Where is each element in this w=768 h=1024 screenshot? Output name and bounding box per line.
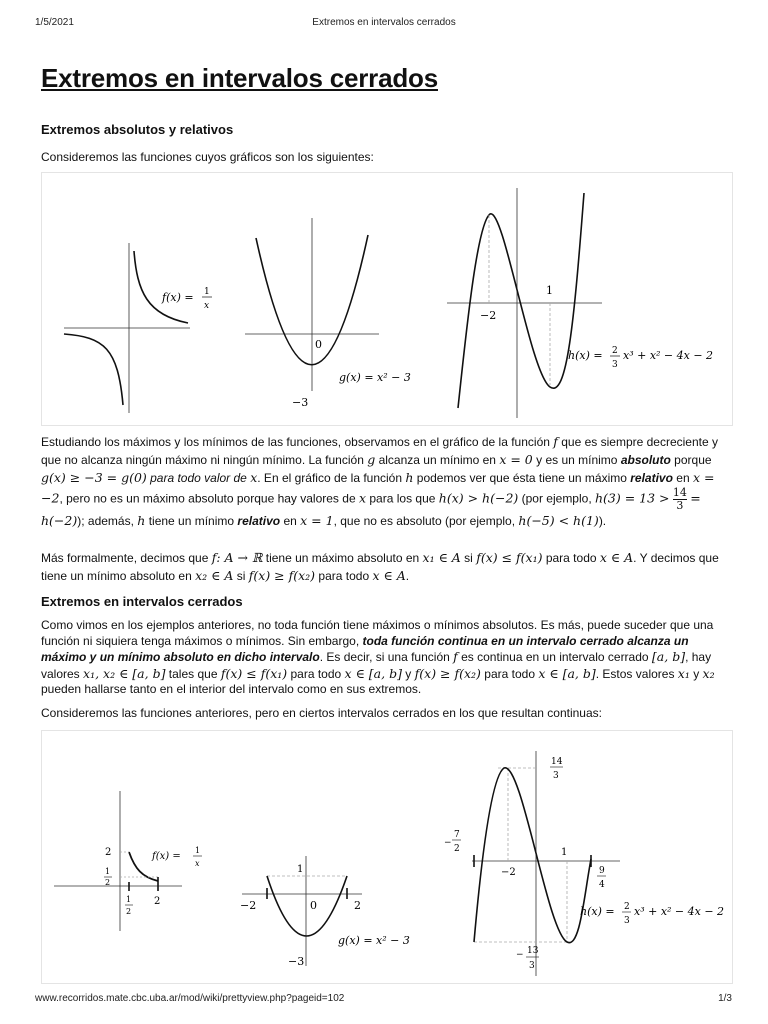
svg-text:h(x) =: h(x) =	[580, 905, 615, 918]
h-label: h(x) =	[568, 349, 603, 362]
h-num: 2	[612, 346, 618, 356]
f-curve-left	[64, 334, 123, 405]
svg-text:2: 2	[126, 907, 132, 916]
svg-text:1: 1	[126, 895, 132, 904]
svg-text:2: 2	[624, 902, 630, 912]
svg-text:−3: −3	[288, 955, 305, 968]
svg-text:−2: −2	[240, 899, 257, 912]
g2-parabola	[267, 876, 347, 936]
svg-text:3: 3	[553, 771, 559, 781]
section-heading-absolutos: Extremos absolutos y relativos	[41, 122, 234, 137]
svg-text:4: 4	[599, 880, 605, 890]
print-title: Extremos en intervalos cerrados	[312, 17, 456, 28]
svg-text:1: 1	[105, 867, 111, 876]
svg-text:3: 3	[529, 961, 535, 971]
section-heading-intervalos: Extremos en intervalos cerrados	[41, 594, 243, 609]
g-zero: 0	[315, 338, 322, 351]
svg-text:2: 2	[105, 878, 111, 887]
graph-g	[245, 218, 411, 409]
f-num: 1	[204, 287, 210, 297]
svg-text:1: 1	[195, 846, 201, 855]
svg-text:1: 1	[561, 847, 568, 858]
svg-text:f(x) =: f(x) =	[152, 851, 181, 862]
paragraph-consideremos: Consideremos las funciones anteriores, pero en ciertos intervalos cerrados en los que resultan continuas:	[41, 706, 602, 720]
h2-curve	[474, 768, 591, 943]
graph-f	[64, 243, 212, 413]
h-den: 3	[612, 360, 618, 370]
intro-paragraph: Consideremos las funciones cuyos gráficos son los siguientes:	[41, 150, 374, 164]
h-rest: x³ + x² − 4x − 2	[623, 349, 714, 362]
svg-text:2: 2	[105, 847, 112, 858]
h-tick-minus2: −2	[480, 309, 497, 322]
svg-text:2: 2	[354, 899, 361, 912]
footer-url: www.recorridos.mate.cbc.uba.ar/mod/wiki/prettyview.php?pageid=102	[35, 993, 345, 1004]
svg-text:14: 14	[551, 757, 563, 767]
svg-text:2: 2	[154, 896, 161, 907]
svg-text:13: 13	[527, 946, 539, 956]
paragraph-como-vimos: Como vimos en los ejemplos anteriores, no toda función tiene máximos o mínimos absolutos. Es más, puede suceder que una función ni siquiera tenga máximos o mínimos. Sin embargo, toda función continua en un intervalo cerrado alcanza un máximo y un mínimo absoluto en dicho intervalo. Es decir, si una función f es continua en un intervalo cerrado [a, b], hay valores x₁, x₂ ∈ [a, b] tales que f(x) ≤ f(x₁) para todo x ∈ [a, b] y f(x) ≥ f(x₂) para todo x ∈ [a, b]. Estos valores x₁ y x₂ pueden hallarse tanto en el interior del intervalo como en sus extremos.	[41, 618, 715, 696]
graph2-h	[444, 751, 724, 976]
paragraph-estudiando: Estudiando los máximos y los mínimos de las funciones, observamos en el gráfico de la función f que es siempre decreciente y que no alcanza ningún máximo ni ningún mínimo. La función g alcanza un mínimo en x = 0 y es un mínimo absoluto porque g(x) ≥ −3 = g(0) para todo valor de x. En el gráfico de la función h podemos ver que ésta tiene un máximo relativo en x = −2, pero no es un máximo absoluto porque hay valores de x para los que h(x) > h(−2) (por ejemplo, h(3) = 13 > $\frac{14}{3}$ = h(−2)); además, h tiene un mínimo relativo en x = 1, que no es absoluto (por ejemplo, h(−5) < h(1)).	[41, 434, 718, 528]
f-den: x	[204, 301, 210, 311]
svg-text:x³ + x² − 4x − 2: x³ + x² − 4x − 2	[634, 905, 725, 918]
figure-intervals	[41, 730, 733, 984]
svg-text:9: 9	[599, 866, 605, 876]
h-curve	[458, 193, 584, 408]
g-label: g(x) = x² − 3	[339, 371, 411, 384]
paragraph-formalmente: Más formalmente, decimos que f: A → ℝ tiene un máximo absoluto en x₁ ∈ A si f(x) ≤ f(x₁) para todo x ∈ A. Y decimos que tiene un mínimo absoluto en x₂ ∈ A si f(x) ≥ f(x₂) para todo x ∈ A.	[41, 550, 719, 583]
print-date: 1/5/2021	[35, 17, 74, 28]
graph-h	[447, 188, 713, 418]
f-label: f(x) =	[162, 291, 194, 304]
svg-text:−: −	[516, 950, 524, 960]
svg-text:1: 1	[297, 864, 304, 875]
figure-intervals-svg	[42, 731, 732, 983]
svg-text:−: −	[444, 838, 452, 848]
graph2-g	[240, 856, 410, 968]
footer-page-number: 1/3	[718, 993, 732, 1004]
figure-functions-svg	[42, 173, 732, 425]
svg-text:x: x	[195, 859, 200, 868]
svg-text:g(x) = x² − 3: g(x) = x² − 3	[338, 934, 410, 947]
svg-text:−2: −2	[501, 867, 516, 878]
g-min: −3	[292, 396, 309, 409]
svg-text:2: 2	[454, 844, 460, 854]
graph2-f	[54, 791, 202, 931]
svg-text:3: 3	[624, 916, 630, 926]
h-tick-1: 1	[546, 284, 553, 297]
page-title: Extremos en intervalos cerrados	[41, 63, 438, 93]
svg-text:7: 7	[454, 830, 460, 840]
f-curve-right	[134, 251, 188, 323]
svg-text:0: 0	[310, 899, 317, 912]
figure-functions	[41, 172, 733, 426]
